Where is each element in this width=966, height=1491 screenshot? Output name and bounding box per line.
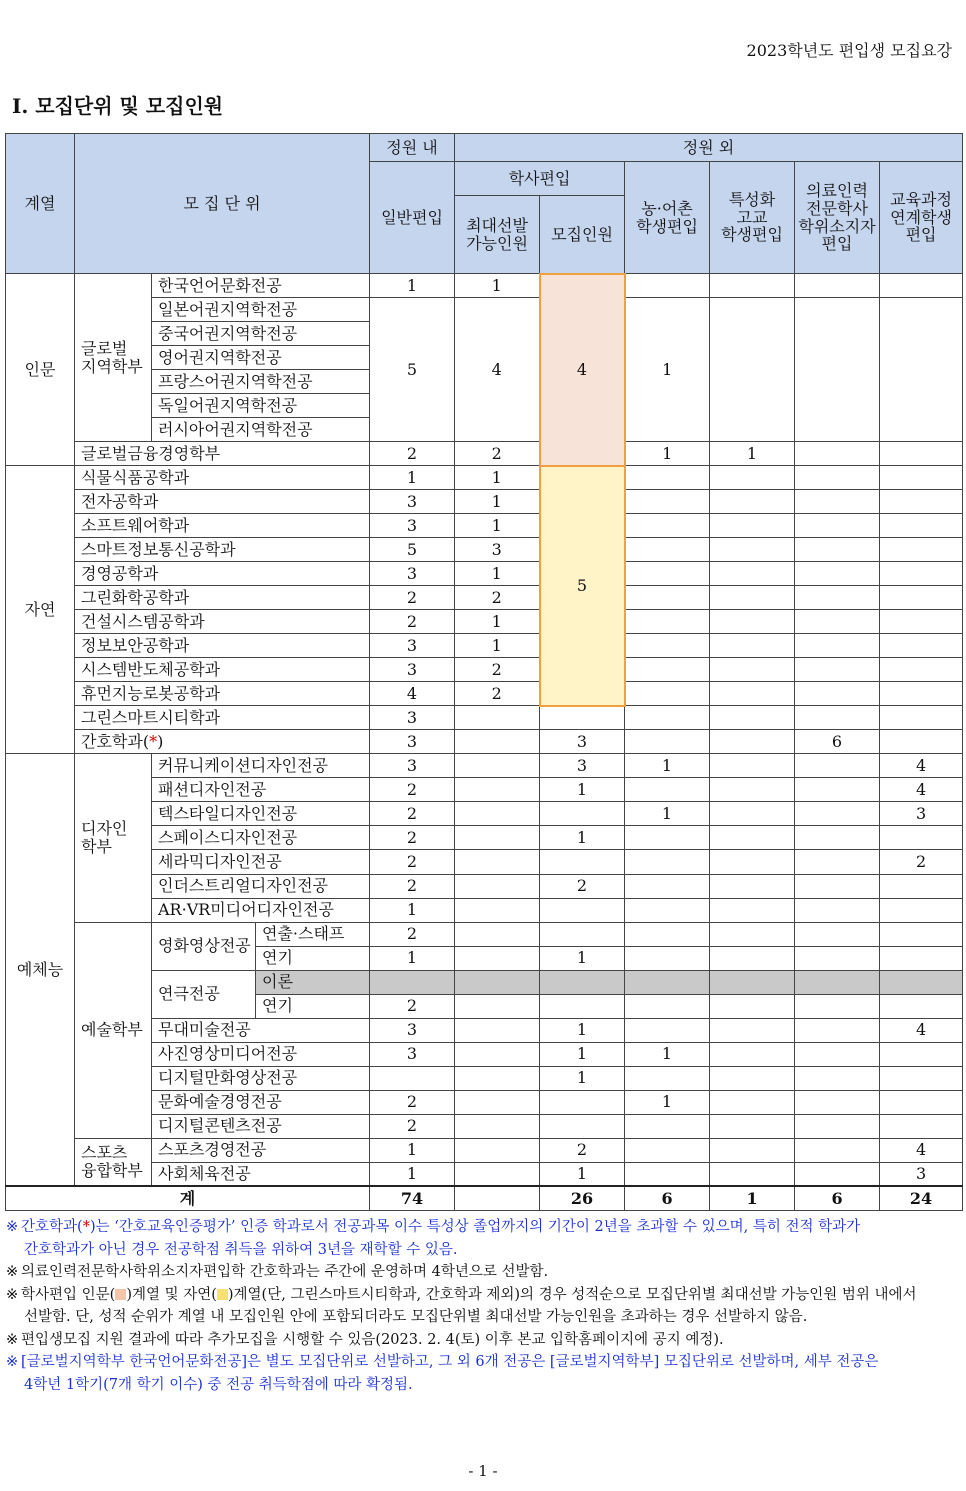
table-row <box>6 682 963 706</box>
group-global-area: 글로벌 지역학부 <box>75 274 152 442</box>
cell-general: 4 <box>370 682 455 706</box>
unit-name: 정보보안공학과 <box>75 634 370 658</box>
humanities-recruit-merged: 4 <box>540 274 625 466</box>
subgroup-theater: 연극전공 <box>152 970 256 1018</box>
unit-name: 디지털콘텐츠전공 <box>152 1114 370 1138</box>
table-row <box>6 730 963 754</box>
table-row <box>6 610 963 634</box>
unit-name: 스마트정보통신공학과 <box>75 538 370 562</box>
cell-max-select: 3 <box>455 538 540 562</box>
table-row <box>6 442 963 466</box>
cell-general: 1 <box>370 898 455 922</box>
cell-general: 3 <box>370 514 455 538</box>
section-title: Ⅰ. 모집단위 및 모집인원 <box>12 94 224 118</box>
note-additional: ※ 편입생모집 지원 결과에 따라 추가모집을 시행할 수 있음(2023. 2. 4(토) 이후 본교 입학홈페이지에 공지 예정). <box>6 1331 724 1348</box>
group-humanities: 인문 <box>6 274 75 466</box>
unit-name: 경영공학과 <box>75 562 370 586</box>
cell-max-select: 1 <box>455 490 540 514</box>
unit-name: 사회체육전공 <box>152 1162 370 1186</box>
unit-name: 한국언어문화전공 <box>152 274 370 298</box>
unit-name: 글로벌금융경영학부 <box>75 442 370 466</box>
cell-general: 2 <box>370 802 455 826</box>
unit-name: 영어권지역학전공 <box>152 346 370 370</box>
unit-name: 중국어권지역학전공 <box>152 322 370 346</box>
header-general: 일반편입 <box>370 162 455 274</box>
cell-edu: 4 <box>880 1138 963 1162</box>
cell-recruit: 1 <box>540 826 625 850</box>
header-gyeyeol: 계열 <box>6 134 75 274</box>
unit-name: 소프트웨어학과 <box>75 514 370 538</box>
total-row <box>6 1186 963 1210</box>
page-number: - 1 - <box>468 1462 498 1480</box>
unit-name: 스포츠경영전공 <box>152 1138 370 1162</box>
header-recruit: 모집인원 <box>540 196 625 274</box>
cell-general: 3 <box>370 730 455 754</box>
group-sports: 스포츠 융합학부 <box>75 1138 152 1186</box>
table-row <box>6 514 963 538</box>
cell-recruit: 2 <box>540 874 625 898</box>
unit-name-nursing: 간호학과(*) <box>75 730 370 754</box>
total-special: 1 <box>710 1186 795 1210</box>
cell-max-select: 2 <box>455 586 540 610</box>
document-header: 2023학년도 편입생 모집요강 <box>746 41 952 60</box>
cell-general: 2 <box>370 826 455 850</box>
unit-name: 러시아어권지역학전공 <box>152 418 370 442</box>
cell-general: 2 <box>370 586 455 610</box>
unit-name: 그린스마트시티학과 <box>75 706 370 730</box>
cell-rural: 1 <box>625 442 710 466</box>
cell-general: 1 <box>370 1162 455 1186</box>
cell-edu: 3 <box>880 802 963 826</box>
unit-name: 연기 <box>256 994 370 1018</box>
cell-edu: 2 <box>880 850 963 874</box>
unit-name: 시스템반도체공학과 <box>75 658 370 682</box>
cell-max-select: 2 <box>455 442 540 466</box>
cell-medical: 6 <box>795 730 880 754</box>
global-area-general: 5 <box>370 298 455 442</box>
total-recruit: 26 <box>540 1186 625 1210</box>
cell-general: 5 <box>370 538 455 562</box>
unit-name: 문화예술경영전공 <box>152 1090 370 1114</box>
cell-edu: 3 <box>880 1162 963 1186</box>
unit-name: 디지털만화영상전공 <box>152 1066 370 1090</box>
cell-general: 1 <box>370 274 455 298</box>
unit-name: 텍스타일디자인전공 <box>152 802 370 826</box>
cell-general: 2 <box>370 442 455 466</box>
cell-recruit: 1 <box>540 1162 625 1186</box>
cell-general: 2 <box>370 874 455 898</box>
unit-name: 식물식품공학과 <box>75 466 370 490</box>
subgroup-film: 영화영상전공 <box>152 922 256 970</box>
cell-general: 2 <box>370 610 455 634</box>
cell-rural: 1 <box>625 1042 710 1066</box>
unit-name: 휴먼지능로봇공학과 <box>75 682 370 706</box>
cell-recruit: 1 <box>540 778 625 802</box>
cell-recruit: 1 <box>540 1066 625 1090</box>
unit-name: 그린화학공학과 <box>75 586 370 610</box>
global-area-max-select: 4 <box>455 298 540 442</box>
cell-max-select: 1 <box>455 562 540 586</box>
table-row <box>6 562 963 586</box>
table-row <box>6 658 963 682</box>
header-within-quota: 정원 내 <box>370 134 455 162</box>
cell-general: 3 <box>370 562 455 586</box>
cell-general: 3 <box>370 490 455 514</box>
cell-general: 1 <box>370 946 455 970</box>
unit-name: 이론 <box>256 970 370 994</box>
table-row <box>6 538 963 562</box>
unit-name: 인더스트리얼디자인전공 <box>152 874 370 898</box>
cell-recruit: 1 <box>540 1042 625 1066</box>
cell-edu: 4 <box>880 1018 963 1042</box>
notes-section <box>6 1216 956 1396</box>
cell-general: 3 <box>370 1042 455 1066</box>
cell-rural: 1 <box>625 802 710 826</box>
unit-name: AR·VR미디어디자인전공 <box>152 898 370 922</box>
header-outside-quota: 정원 외 <box>455 134 963 162</box>
group-arts: 예체능 <box>6 754 75 1186</box>
table-row <box>6 274 963 298</box>
cell-max-select: 2 <box>455 682 540 706</box>
cell-max-select: 1 <box>455 610 540 634</box>
table-row <box>6 490 963 514</box>
unit-name: 사진영상미디어전공 <box>152 1042 370 1066</box>
unit-name: 연출·스태프 <box>256 922 370 946</box>
unit-name: 전자공학과 <box>75 490 370 514</box>
cell-recruit: 3 <box>540 730 625 754</box>
unit-name: 독일어권지역학전공 <box>152 394 370 418</box>
star-mark: * <box>149 732 158 752</box>
note-medical: ※ 의료인력전문학사학위소지자편입학 간호학과는 주간에 운영하며 4학년으로 선발함. <box>6 1264 549 1280</box>
header-max-select: 최대선발 가능인원 <box>455 196 540 274</box>
cell-general: 3 <box>370 1018 455 1042</box>
table-row <box>6 466 963 490</box>
cell-general: 2 <box>370 922 455 946</box>
table-row <box>6 586 963 610</box>
table-row <box>6 754 963 778</box>
group-art: 예술학부 <box>75 922 152 1138</box>
unit-name: 프랑스어권지역학전공 <box>152 370 370 394</box>
table-row <box>6 706 963 730</box>
cell-general: 3 <box>370 706 455 730</box>
cell-general: 1 <box>370 466 455 490</box>
cell-recruit: 1 <box>540 946 625 970</box>
cell-rural: 1 <box>625 754 710 778</box>
cell-recruit: 3 <box>540 754 625 778</box>
cell-general: 3 <box>370 658 455 682</box>
unit-name: 연기 <box>256 946 370 970</box>
cell-general: 3 <box>370 754 455 778</box>
unit-name: 커뮤니케이션디자인전공 <box>152 754 370 778</box>
cell-general: 2 <box>370 778 455 802</box>
cell-general: 2 <box>370 1114 455 1138</box>
table-row <box>6 634 963 658</box>
science-color-swatch <box>217 1289 228 1300</box>
total-medical: 6 <box>795 1186 880 1210</box>
cell-max-select: 1 <box>455 274 540 298</box>
cell-general: 2 <box>370 850 455 874</box>
cell-max-select: 1 <box>455 514 540 538</box>
total-rural: 6 <box>625 1186 710 1210</box>
global-area-rural: 1 <box>625 298 710 442</box>
table-row <box>6 922 963 946</box>
cell-max-select: 1 <box>455 634 540 658</box>
unit-name: 패션디자인전공 <box>152 778 370 802</box>
note-global-area: ※ [글로벌지역학부 한국언어문화전공]은 별도 모집단위로 선발하고, 그 외 6개 전공은 [글로벌지역학부] 모집단위로 선발하며, 세부 전공은 4학년 1학기(7개 학기 이수) 중 전공 취득학점에 따라 확정됨. <box>6 1354 879 1393</box>
table-row <box>6 1138 963 1162</box>
unit-name: 무대미술전공 <box>152 1018 370 1042</box>
unit-name: 스페이스디자인전공 <box>152 826 370 850</box>
cell-general: 2 <box>370 1090 455 1114</box>
header-unit: 모 집 단 위 <box>75 134 370 274</box>
group-science: 자연 <box>6 466 75 754</box>
note-bachelor: ※ 학사편입 인문( )계열 및 자연( )계열(단, 그린스마트시티학과, 간호학과 제외)의 경우 성적순으로 모집단위별 최대선발 가능인원 범위 내에서 선발함. 단, 성적 순위가 계열 내 모집인원 안에 포함되더라도 모집단위별 최대선발 가능인원을 초과하는 경우 선발하지 않음. <box>6 1286 917 1325</box>
total-general: 74 <box>370 1186 455 1210</box>
cell-recruit: 1 <box>540 1018 625 1042</box>
total-edu: 24 <box>880 1186 963 1210</box>
group-design: 디자인 학부 <box>75 754 152 922</box>
cell-general: 3 <box>370 634 455 658</box>
unit-name: 세라믹디자인전공 <box>152 850 370 874</box>
cell-rural: 1 <box>625 1090 710 1114</box>
header-special: 특성화 고교 학생편입 <box>710 162 795 274</box>
header-rural: 농·어촌 학생편입 <box>625 162 710 274</box>
cell-general: 2 <box>370 994 455 1018</box>
header-medical: 의료인력 전문학사 학위소지자 편입 <box>795 162 880 274</box>
cell-edu: 4 <box>880 754 963 778</box>
cell-general: 1 <box>370 1138 455 1162</box>
cell-edu: 4 <box>880 778 963 802</box>
admission-quota-table <box>5 133 963 1211</box>
unit-name: 일본어권지역학전공 <box>152 298 370 322</box>
note-nursing: ※ 간호학과(*)는 ‘간호교육인증평가’ 인증 학과로서 전공과목 이수 특성상 졸업까지의 기간이 2년을 초과할 수 있으며, 특히 전적 학과가 간호학과가 아닌 경우 전공학점 취득을 위하여 3년을 재학할 수 있음. <box>6 1219 861 1258</box>
header-edu: 교육과정 연계학생 편입 <box>880 162 963 274</box>
cell-special: 1 <box>710 442 795 466</box>
humanities-color-swatch <box>115 1289 126 1300</box>
cell-recruit: 2 <box>540 1138 625 1162</box>
header-bachelor: 학사편입 <box>455 162 625 196</box>
cell-max-select: 2 <box>455 658 540 682</box>
total-label: 계 <box>6 1186 370 1210</box>
unit-name: 건설시스템공학과 <box>75 610 370 634</box>
science-recruit-merged: 5 <box>540 466 625 706</box>
cell-max-select: 1 <box>455 466 540 490</box>
